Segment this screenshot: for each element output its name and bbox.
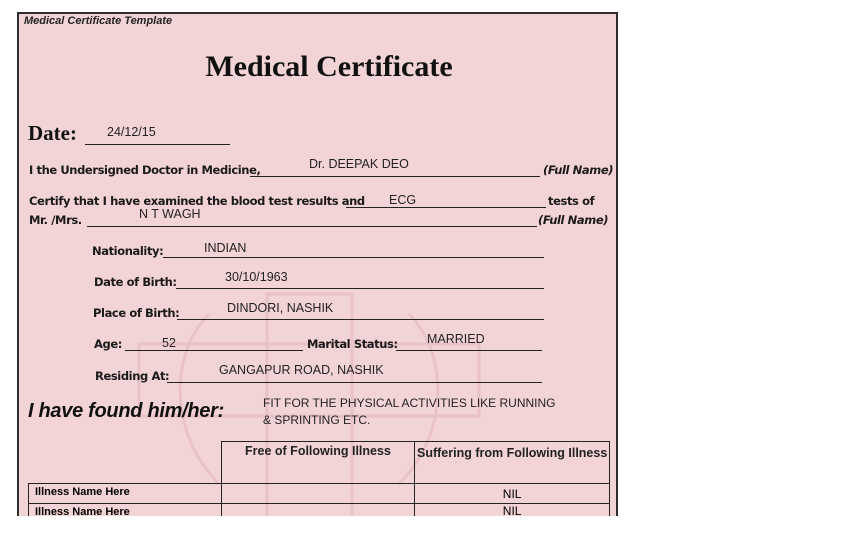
finding-text-line2: & SPRINTING ETC. — [263, 413, 371, 427]
marital-underline — [396, 350, 542, 351]
marital-value: MARRIED — [427, 332, 485, 346]
doctor-suffix: (Full Name) — [543, 163, 614, 177]
illness-name: Illness Name Here — [29, 504, 222, 517]
certificate-document — [17, 12, 618, 516]
doctor-underline — [250, 176, 540, 177]
illness-table — [28, 441, 610, 516]
doctor-value: Dr. DEEPAK DEO — [309, 157, 409, 171]
table-row — [29, 504, 610, 517]
date-value: 24/12/15 — [107, 125, 156, 139]
patient-value: N T WAGH — [139, 207, 201, 221]
finding-text-line1: FIT FOR THE PHYSICAL ACTIVITIES LIKE RUNNING — [263, 396, 556, 410]
illness-free-cell — [221, 484, 415, 504]
patient-suffix: (Full Name) — [538, 213, 609, 227]
certify-prefix: Certify that I have examined the blood test results and — [29, 194, 365, 208]
dob-value: 30/10/1963 — [225, 270, 288, 284]
template-label: Medical Certificate Template — [24, 15, 173, 27]
illness-suffering-cell: NIL — [415, 504, 610, 517]
certify-value: ECG — [389, 193, 417, 207]
marital-label: Marital Status: — [307, 337, 398, 351]
age-value: 52 — [162, 336, 176, 350]
table-row — [29, 484, 610, 504]
age-label: Age: — [94, 337, 122, 351]
page-title: Medical Certificate — [205, 50, 453, 83]
illness-free-cell — [221, 504, 415, 517]
dob-underline — [176, 288, 544, 289]
date-label: Date: — [28, 121, 77, 145]
dob-label: Date of Birth: — [94, 275, 177, 289]
age-underline — [125, 350, 303, 351]
pob-underline — [177, 319, 544, 320]
certify-suffix: tests of — [548, 194, 595, 208]
pob-value: DINDORI, NASHIK — [227, 301, 334, 315]
finding-label: I have found him/her: — [28, 400, 224, 422]
header-blank-cell — [29, 442, 222, 484]
header-free: Free of Following Illness — [221, 442, 415, 484]
illness-table-header — [29, 442, 610, 484]
doctor-prefix: I the Undersigned Doctor in Medicine, — [29, 163, 261, 177]
date-underline — [85, 144, 230, 145]
nationality-underline — [163, 257, 544, 258]
patient-prefix: Mr. /Mrs. — [29, 213, 82, 227]
residing-underline — [167, 382, 542, 383]
patient-underline — [87, 226, 537, 227]
header-suffering: Suffering from Following Illness — [415, 442, 610, 484]
illness-suffering-cell: NIL — [415, 484, 610, 504]
nationality-label: Nationality: — [92, 244, 164, 258]
illness-name: Illness Name Here — [29, 484, 222, 504]
nationality-value: INDIAN — [204, 241, 247, 255]
residing-label: Residing At: — [95, 369, 170, 383]
pob-label: Place of Birth: — [93, 306, 180, 320]
certify-underline — [346, 207, 546, 208]
residing-value: GANGAPUR ROAD, NASHIK — [219, 363, 384, 377]
